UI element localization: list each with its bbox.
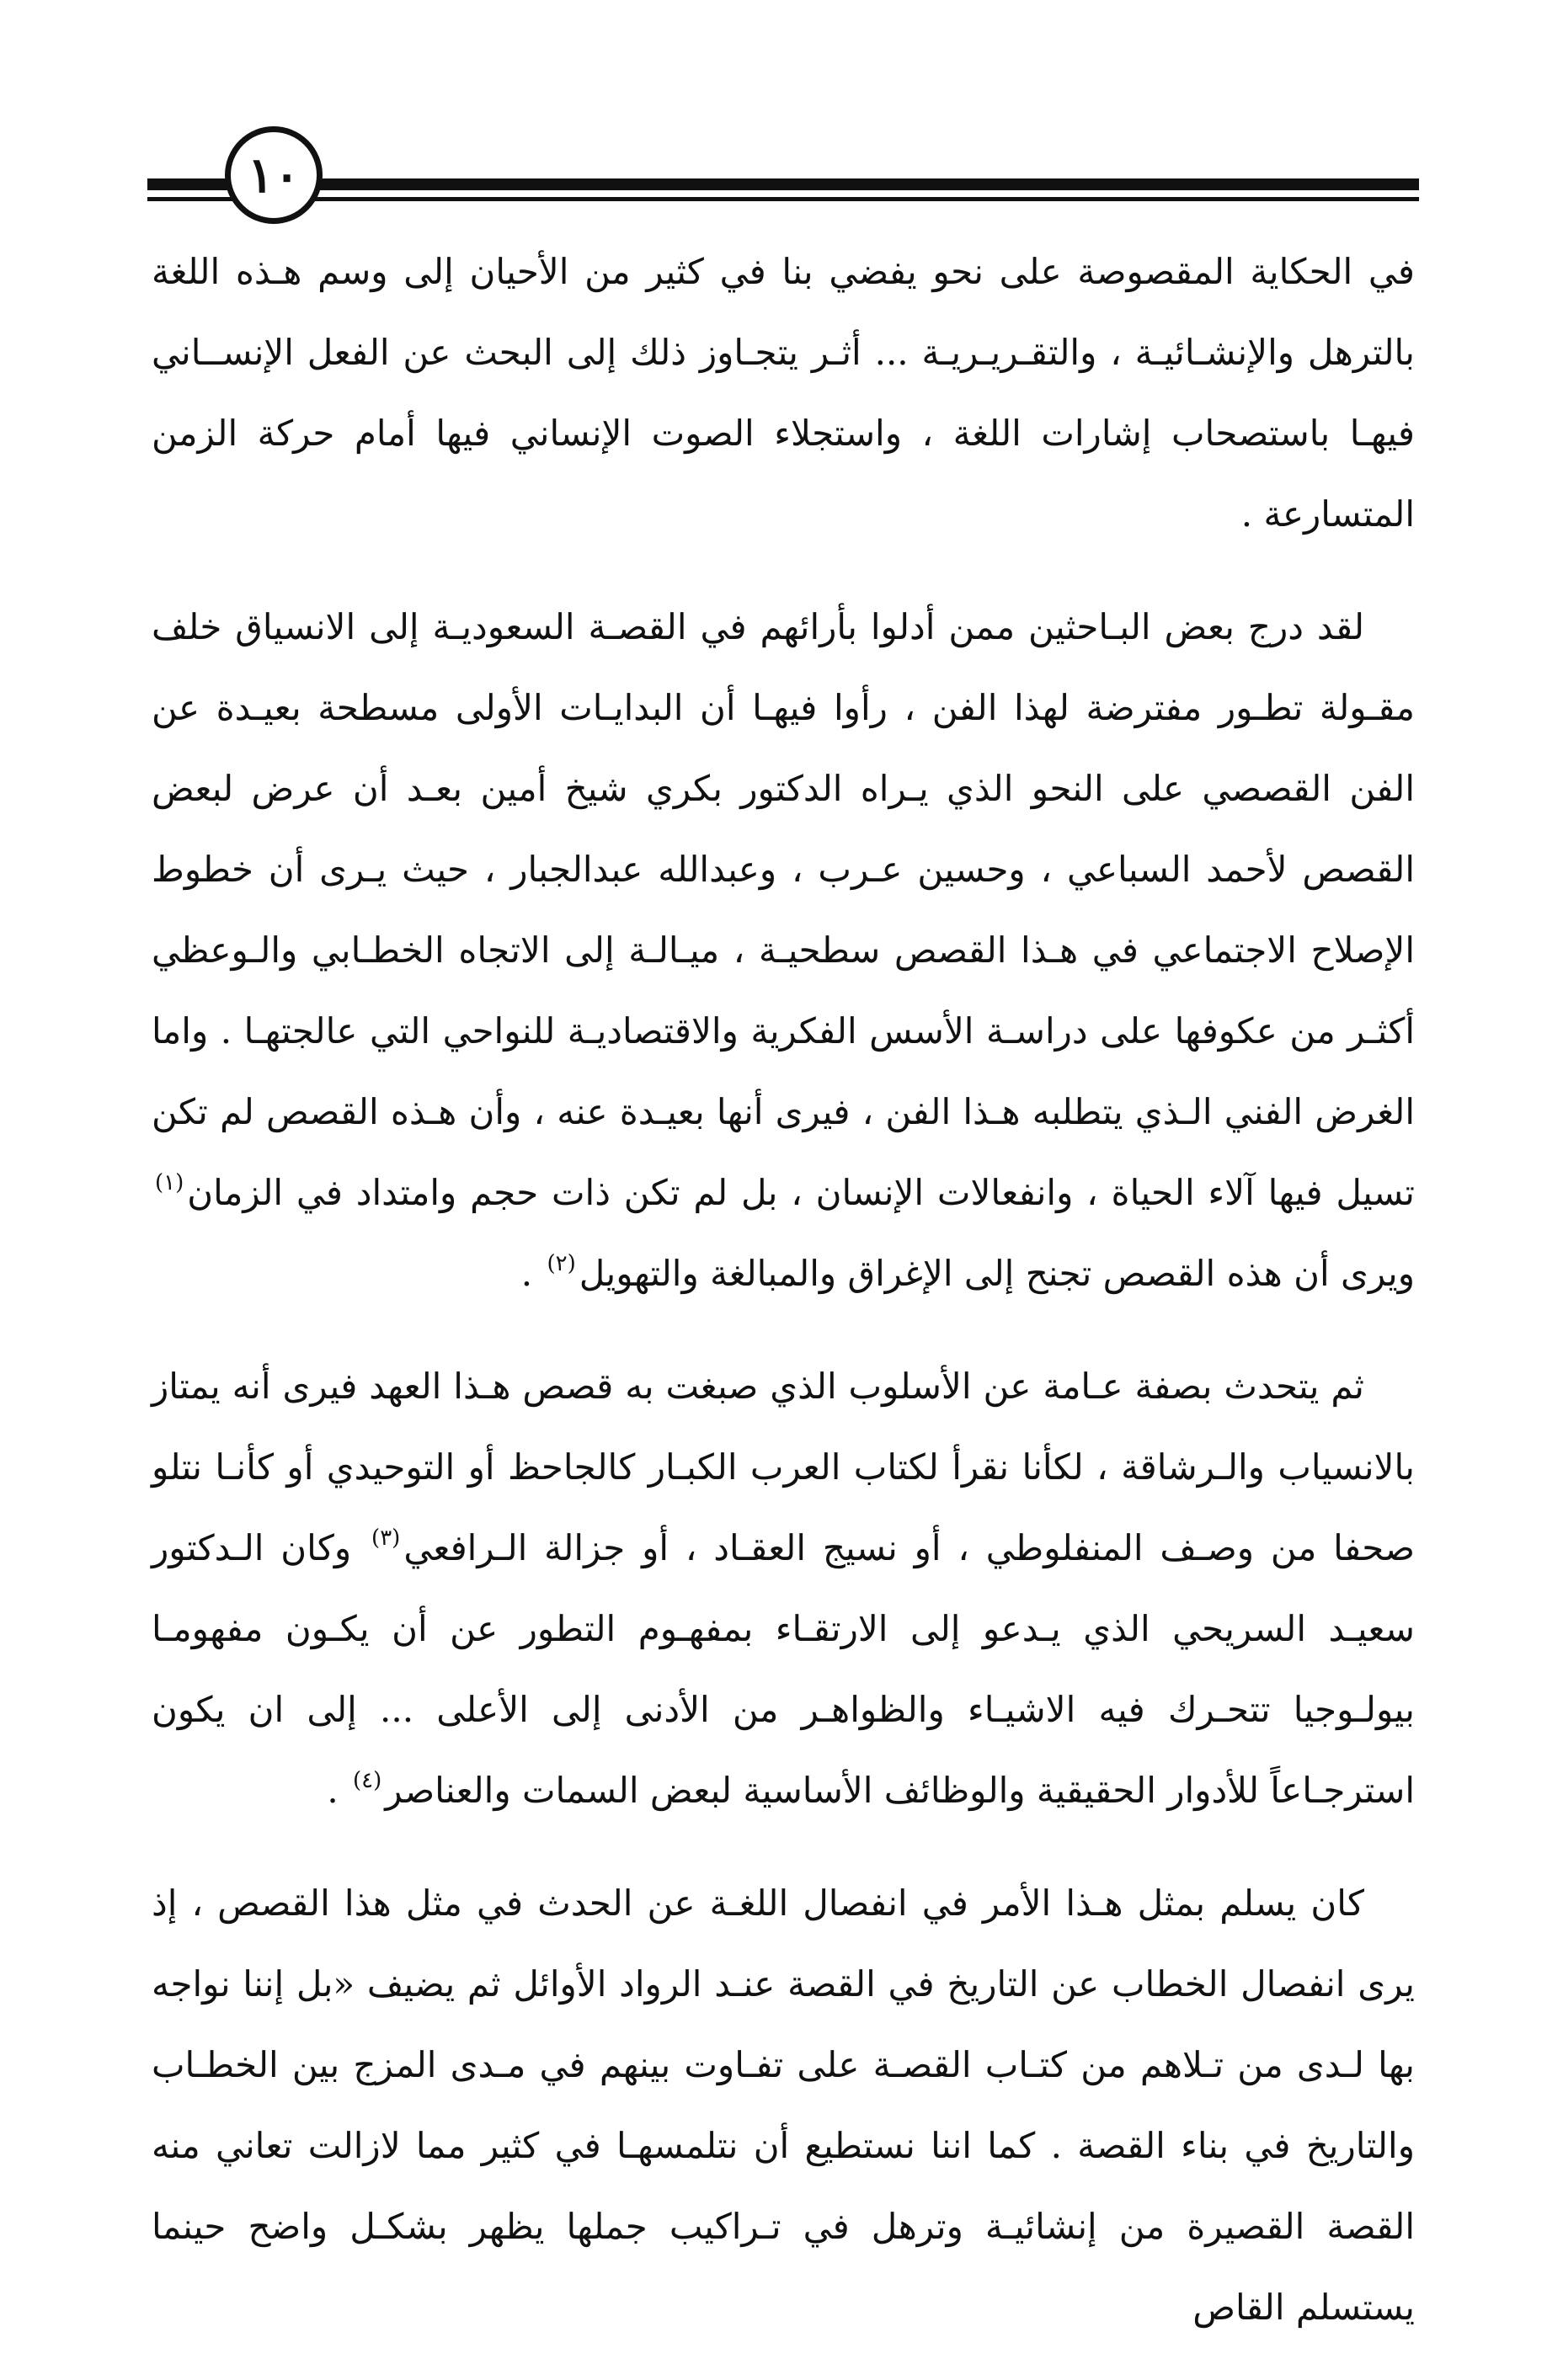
- footnote-marker: (٤): [353, 1768, 382, 1793]
- paragraph-text: ثم يتحدث بصفة عـامة عن الأسلوب الذي صبغت به قصص هـذا العهد فيرى أنه يمتاز بالانسياب والـرشاقة ، لكأنا نقرأ لكتاب العرب الكبـار كالجاحظ أو التوحيدي أو كأنـا نتلو صحفا من وصـف المنفلوطي ، أو نسيج العقـاد ، أو جزالة الـرافعي: [152, 1366, 1415, 1568]
- paragraph-text: لقد درج بعض البـاحثين ممن أدلوا بأرائهم في القصـة السعوديـة إلى الانسياق خلف مقـولة تطـور مفترضة لهذا الفن ، رأوا فيهـا أن البدايـات الأولى مسطحة بعيـدة عن الفن القصصي على النحو الذي يـراه الدكتور بكري شيخ أمين بعـد أن عرض لبعض القصص لأحمد السباعي ، وحسين عـرب ، وعبدالله عبدالجبار ، حيث يـرى أن خطوط الإصلاح الاجتماعي في هـذا القصص سطحيـة ، ميـالـة إلى الاتجاه الخطـابي والـوعظي أكثـر من عكوفها على دراسـة الأسس الفكرية والاقتصاديـة للنواحي التي عالجتهـا . واما الغرض الفني الـذي يتطلبه هـذا الفن ، فيرى أنها بعيـدة عنه ، وأن هـذه القصص لم تكن تسيل فيها آلاء الحياة ، وانفعالات الإنسان ، بل لم تكن ذات حجم وامتداد في الزمان: [152, 606, 1415, 1213]
- paragraph-4: [152, 1863, 1415, 2348]
- paragraph-2: [152, 587, 1415, 1314]
- paragraph-text: وكان الـدكتور سعيـد السريحي الذي يـدعو إلى الارتقـاء بمفهـوم التطور عن أن يكـون مفهومـا بيولـوجيا تتحـرك فيه الاشيـاء والظواهـر من الأدنى إلى الأعلى ... إلى ان يكون استرجـاعاً للأدوار الحقيقية والوظائف الأساسية لبعض السمات والعناصر: [152, 1527, 1415, 1811]
- footnote-marker: (٢): [547, 1251, 576, 1276]
- page-number: ١٠: [225, 126, 323, 224]
- footnote-marker: (٣): [371, 1525, 401, 1551]
- paragraph-text: كان يسلم بمثل هـذا الأمر في انفصال اللغـة عن الحدث في مثل هذا القصص ، إذ يرى انفصال الخطاب عن التاريخ في القصة عنـد الرواد الأوائل ثم يضيف «بل إننا نواجه بها لـدى من تـلاهم من كتـاب القصـة على تفـاوت بينهم في مـدى المزج بين الخطـاب والتاريخ في بناء القصة . كما اننا نستطيع أن نتلمسهـا في كثير مما لازالت تعاني منه القصة القصيرة من إنشائيـة وترهل في تـراكيب جملها يظهر بشكـل واضح حينما يستسلم القاص: [152, 1882, 1415, 2328]
- header-rule-thick: [147, 178, 1419, 190]
- paragraph-1: [152, 232, 1415, 555]
- header-rule-thin: [147, 197, 1419, 201]
- paragraph-text: .: [520, 1253, 544, 1294]
- paragraph-text: في الحكاية المقصوصة على نحو يفضي بنا في كثير من الأحيان إلى وسم هـذه اللغة بالترهل والإنشـائيـة ، والتقـريـريـة ... أثـر يتجـاوز ذلك إلى البحث عن الفعل الإنســاني فيهـا باستصحاب إشارات اللغة ، واستجلاء الصوت الإنساني فيها أمام حركة الزمن المتسارعة .: [152, 251, 1415, 535]
- footnote-marker: (١): [155, 1170, 184, 1195]
- paragraph-text: ويرى أن هذه القصص تجنح إلى الإغراق والمبالغة والتهويل: [579, 1253, 1415, 1294]
- paragraph-3: [152, 1346, 1415, 1831]
- page-body: [152, 232, 1415, 2380]
- page-header: [147, 126, 1419, 219]
- paragraph-text: .: [327, 1770, 350, 1811]
